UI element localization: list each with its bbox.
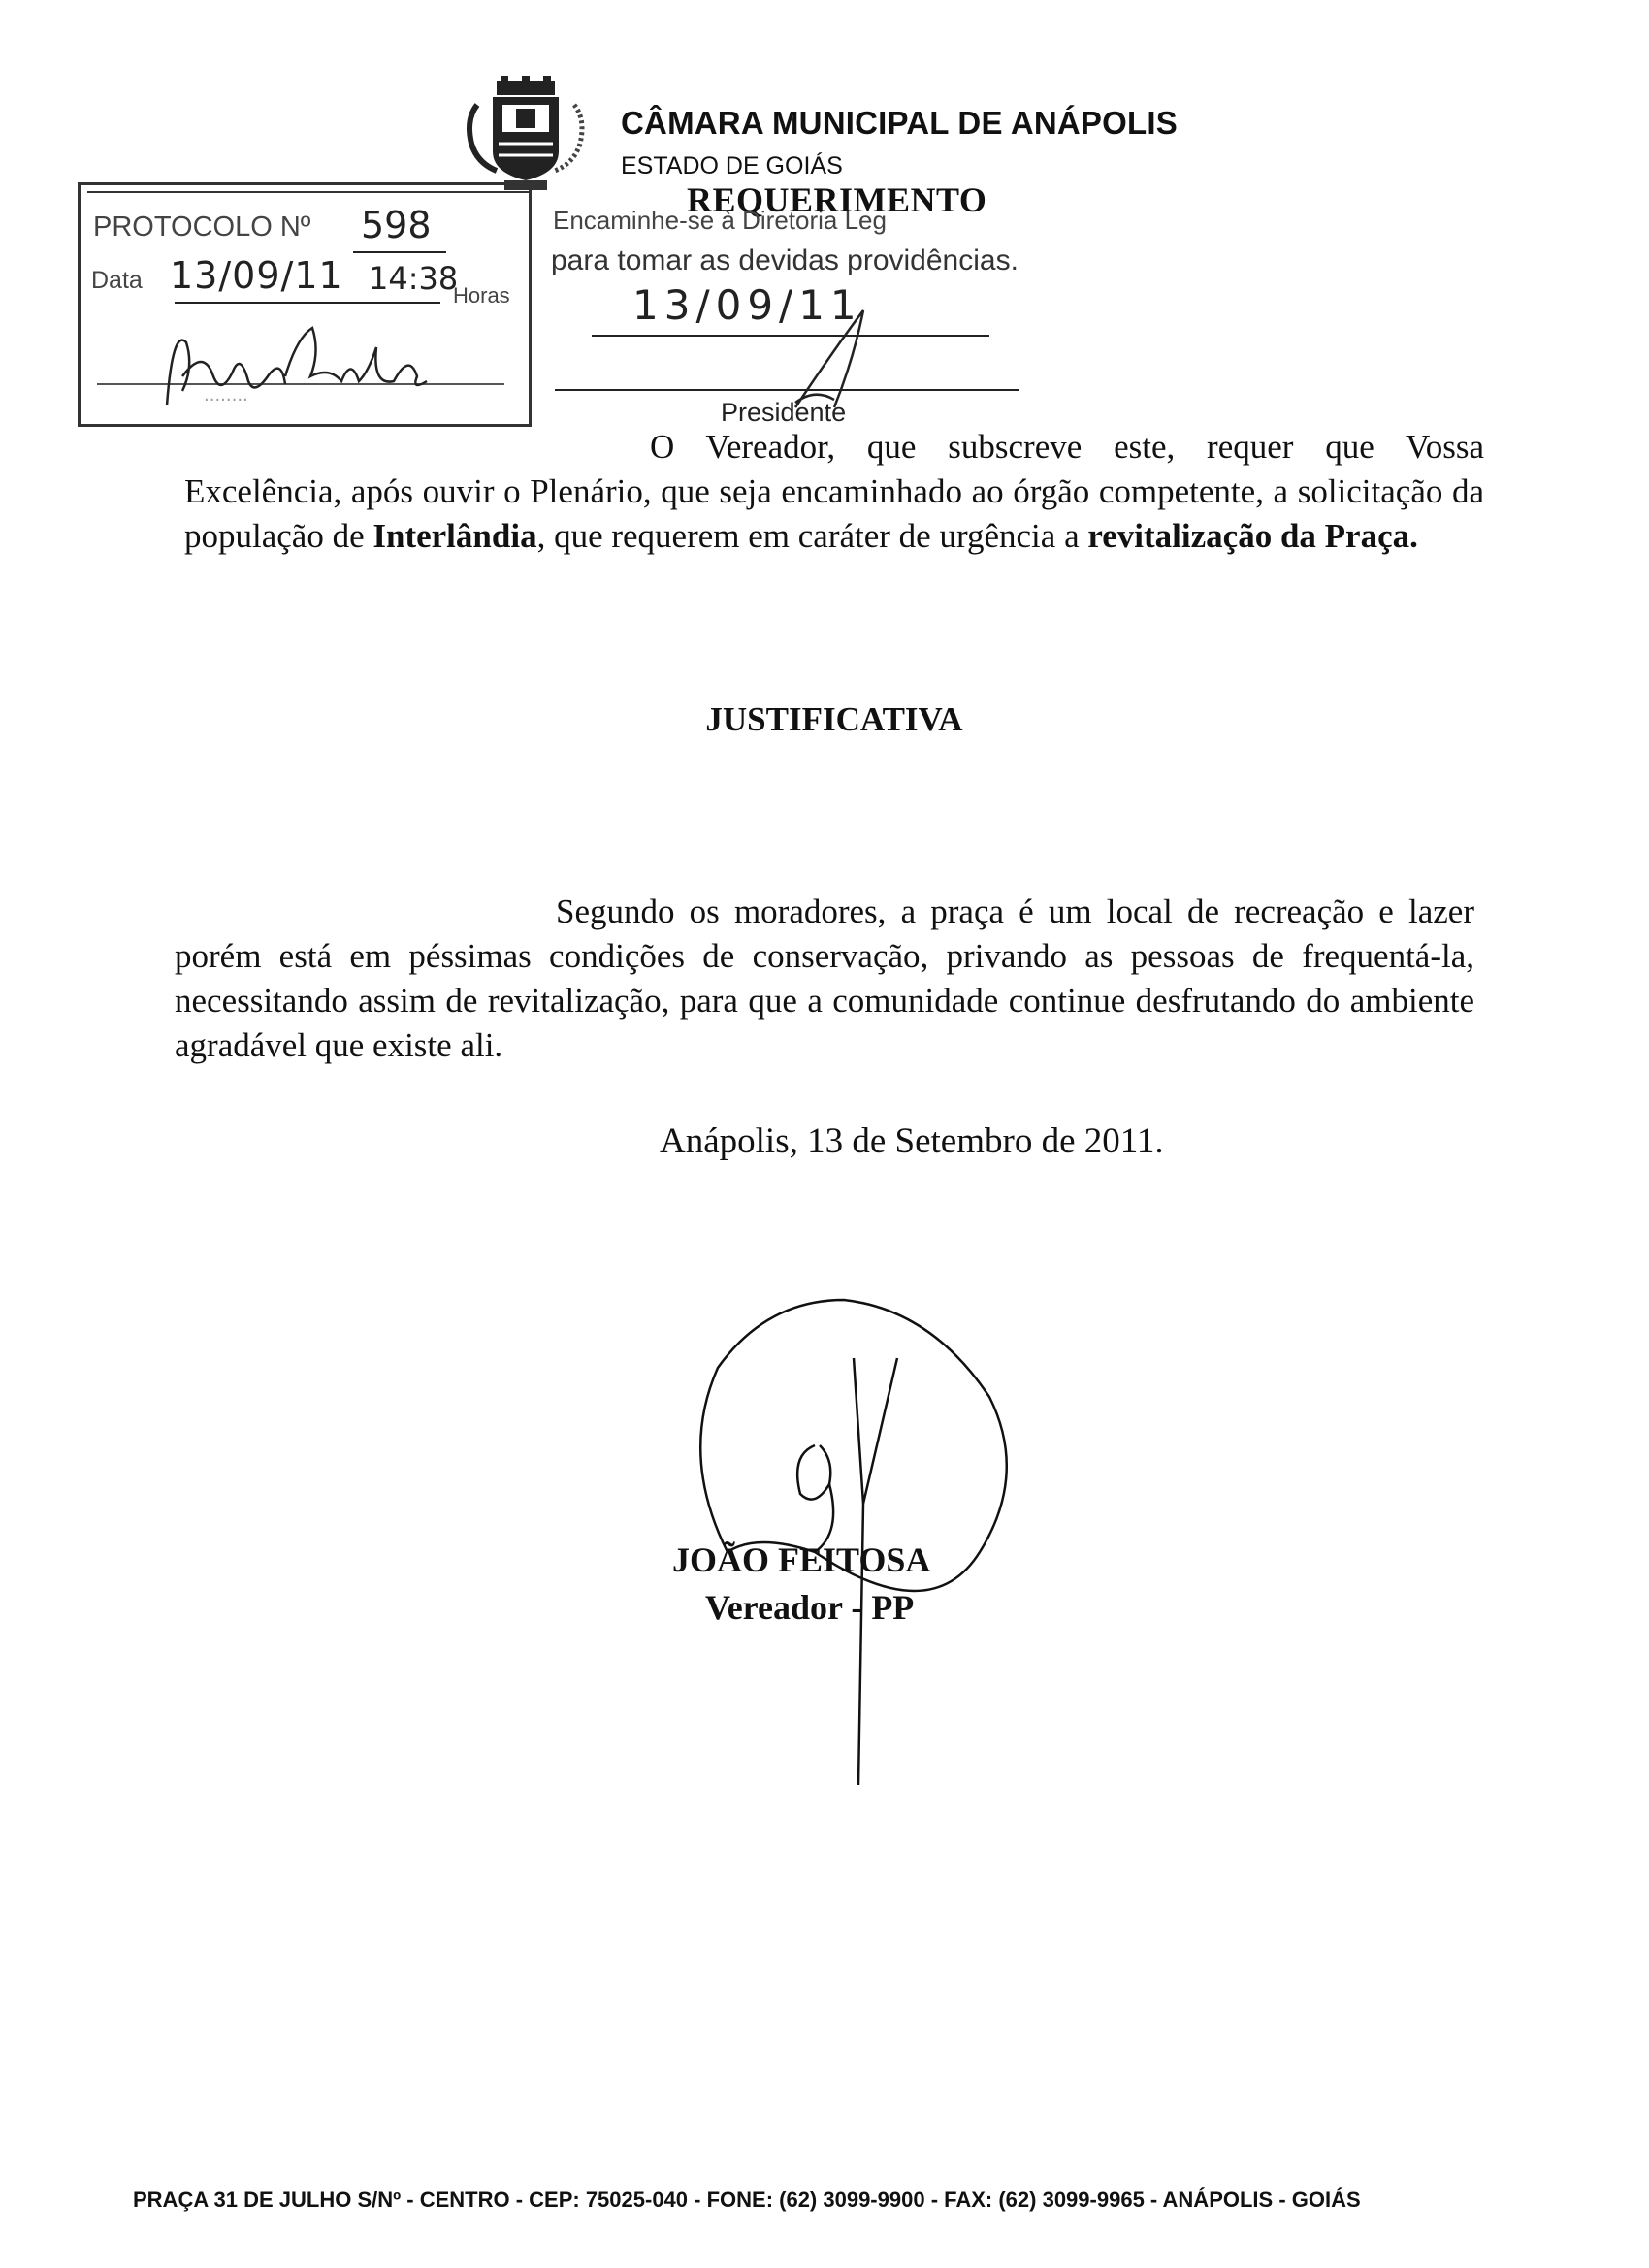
crest-logo [458, 76, 594, 192]
date-label: Data [91, 267, 143, 294]
protocol-number: 598 [361, 204, 432, 246]
time-value: 14:38 [369, 260, 459, 297]
signer-role: Vereador - PP [705, 1588, 915, 1627]
hours-label: Horas [453, 283, 510, 308]
footer-address: PRAÇA 31 DE JULHO S/Nº - CENTRO - CEP: 75025-040 - FONE: (62) 3099-9900 - FAX: (62) 3099-9965 - ANÁPOLIS - GOIÁS [133, 2187, 1361, 2212]
signer-name: JOÃO FEITOSA [672, 1540, 931, 1579]
chamber-name: CÂMARA MUNICIPAL DE ANÁPOLIS [621, 105, 1178, 141]
justification-heading: JUSTIFICATIVA [705, 700, 963, 738]
request-text-1: O Vereador, que subscreve este, requer que Vossa Excelência, após ouvir o Plenário, que seja encaminhado ao órgão competente, a solicitação da população de [184, 428, 1484, 555]
request-text-2: , que requerem em caráter de urgência a [536, 517, 1088, 555]
neighborhood-name: Interlândia [372, 517, 537, 555]
request-subject: revitalização da Praça. [1087, 517, 1418, 555]
justification-paragraph: Segundo os moradores, a praça é um local de recreação e lazer porém está em péssimas condições de conservação, privando as pessoas de frequentá-la, necessitando assim de revitalização, para que a comunidade continue desfrutando do ambiente agradável que existe ali. [175, 892, 1474, 1064]
president-label: Presidente [721, 398, 847, 427]
state-name: ESTADO DE GOIÁS [621, 152, 843, 179]
request-paragraph [184, 425, 1484, 559]
handwritten-signature [621, 1261, 1048, 1804]
stamp-faded-text: ········ [204, 390, 248, 410]
dispatch-date: 13/09/11 [632, 281, 862, 329]
place-date: Anápolis, 13 de Setembro de 2011. [660, 1121, 1164, 1161]
dispatch-line-1: Encaminhe-se à Diretoria Leg [553, 206, 887, 235]
protocol-label: PROTOCOLO Nº [93, 211, 311, 243]
dispatch-line-2: para tomar as devidas providências. [551, 244, 1018, 276]
document-title: REQUERIMENTO [687, 180, 987, 219]
date-value: 13/09/11 [170, 254, 343, 297]
